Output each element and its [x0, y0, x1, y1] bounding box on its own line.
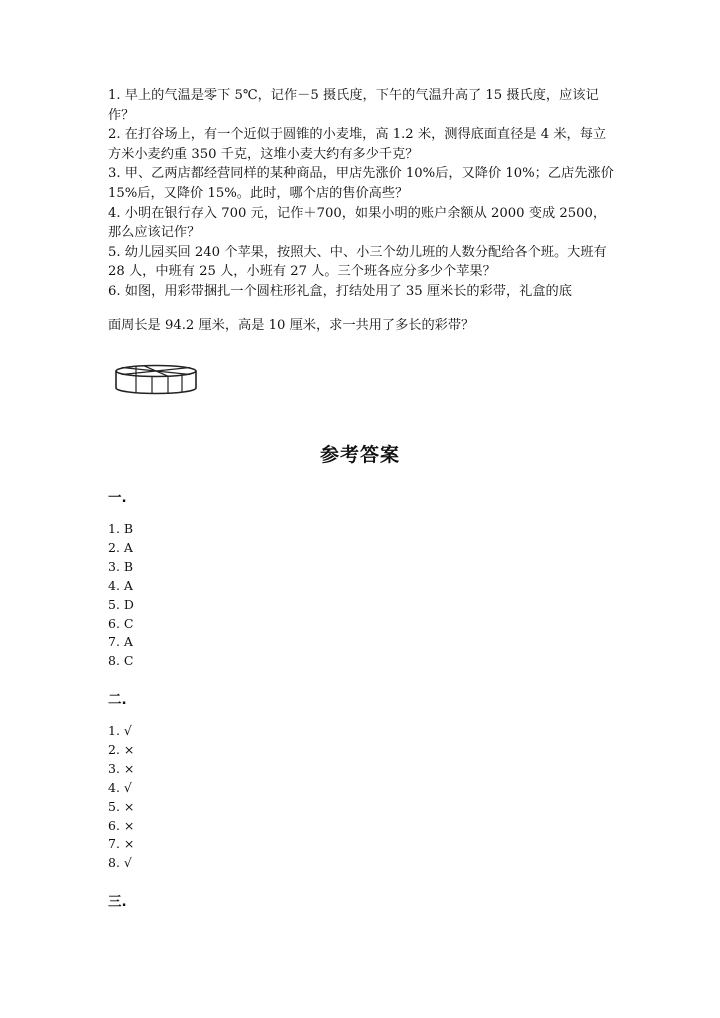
answer-item: 6. ×: [108, 817, 135, 833]
problem-4: 4. 小明在银行存入 700 元，记作＋700，如果小明的账户余额从 2000 变成 2500，那么应该记作？: [108, 205, 607, 241]
problem-1: 1. 早上的气温是零下 5℃，记作－5 摄氏度，下午的气温升高了 15 摄氏度，应该记作？: [108, 88, 599, 123]
answer-item: 4. √: [108, 779, 132, 795]
section-2-answers: [108, 722, 134, 873]
answer-item: 5. ×: [108, 798, 135, 814]
answer-item: 8. √: [108, 855, 132, 871]
answer-item: 5. D: [108, 596, 134, 612]
problem-6-continued: 面周长是 94.2 厘米，高是 10 厘米，求一共用了多长的彩带？: [108, 317, 475, 333]
answer-item: 8. C: [108, 653, 134, 669]
answer-item: 1. √: [108, 723, 132, 738]
problem-6: 6. 如图，用彩带捆扎一个圆柱形礼盒，打结处用了 35 厘米长的彩带，礼盒的底: [108, 283, 572, 299]
section-1-answers: [108, 520, 134, 671]
answer-item: 3. ×: [108, 760, 135, 776]
answer-item: 4. A: [108, 577, 133, 593]
problem-5: 5. 幼儿园买回 240 个苹果，按照大、中、小三个幼儿班的人数分配给各个班。大班有 28 人，中班有 25 人，小班有 27 人。三个班各应分多少个苹果？: [108, 244, 607, 280]
problem-3: 3. 甲、乙两店都经营同样的某种商品，甲店先涨价 10%后，又降价 10%；乙店先涨价 15%后，又降价 15%。此时，哪个店的售价高些？: [108, 166, 614, 201]
section-2-heading: 二.: [108, 692, 127, 708]
answer-item: 2. ×: [108, 741, 135, 757]
answer-item: 6. C: [108, 615, 134, 631]
section-3-heading: 三.: [108, 894, 127, 910]
answer-item: 7. A: [108, 634, 133, 650]
answer-item: 3. B: [108, 558, 134, 574]
problem-2: 2. 在打谷场上，有一个近似于圆锥的小麦堆，高 1.2 米，测得底面直径是 4 米，每立方米小麦约重 350 千克，这堆小麦大约有多少千克？: [108, 127, 607, 162]
problem-list: [108, 86, 618, 335]
answer-item: 7. ×: [108, 836, 135, 852]
answer-title: 参考答案: [319, 444, 400, 466]
answer-item: 1. B: [108, 521, 134, 536]
answer-item: 2. A: [108, 539, 133, 555]
section-1-heading: 一.: [108, 490, 127, 506]
cylinder-gift-box-figure: [114, 362, 198, 398]
